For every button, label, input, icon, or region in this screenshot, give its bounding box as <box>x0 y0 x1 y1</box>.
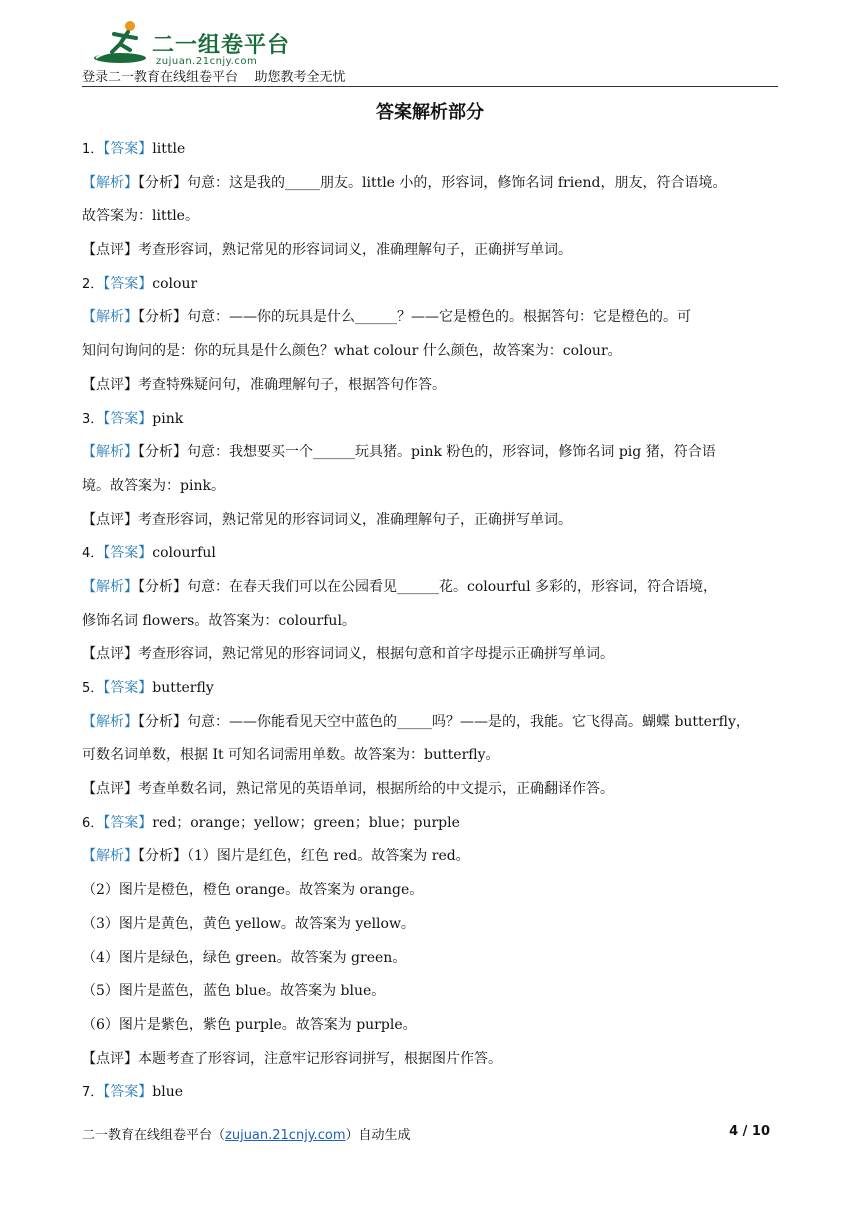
line-text: colourful <box>152 545 216 562</box>
line-text: （5）图片是蓝色，蓝色 blue。故答案为 blue。 <box>82 983 386 1000</box>
line-text: 【分析】句意：在春天我们可以在公园看见______花。colourful 多彩的，形容词，符合语境， <box>138 578 718 595</box>
answer-tag: 【答案】 <box>103 141 153 157</box>
comment-tag: 【点评】 <box>82 1050 138 1067</box>
analysis-line <box>82 170 782 204</box>
answer-tag: 【答案】 <box>103 410 153 427</box>
line-text: little <box>152 141 186 157</box>
line-text: 知问句询问的是：你的玩具是什么颜色？what colour 什么颜色，故答案为：colour。 <box>82 343 622 360</box>
footer-prefix: 二一教育在线组卷平台（ <box>82 1128 226 1143</box>
running-figure-icon <box>90 18 150 64</box>
text-line <box>82 742 782 776</box>
logo-text: 二一组卷平台 <box>152 33 291 58</box>
text-line <box>82 911 782 945</box>
logo-url: zujuan.21cnjy.com <box>156 56 258 67</box>
footer-link[interactable]: zujuan.21cnjy.com <box>225 1128 346 1143</box>
text-line <box>82 608 782 642</box>
answer-line <box>82 540 782 574</box>
line-text: 考查形容词，熟记常见的形容词词义，准确理解句子，正确拼写单词。 <box>138 242 572 259</box>
question-number: 7． <box>82 1085 104 1101</box>
comment-line <box>82 641 782 675</box>
question-number: 3． <box>82 411 104 427</box>
comment-line <box>82 1046 782 1080</box>
comment-tag: 【点评】 <box>82 376 138 393</box>
analysis-line <box>82 843 782 877</box>
comment-line <box>82 507 782 541</box>
comment-tag: 【点评】 <box>82 242 138 259</box>
line-text: 【分析】句意：这是我的_____朋友。little 小的，形容词，修饰名词 friend，朋友，符合语境。 <box>138 174 727 191</box>
comment-tag: 【点评】 <box>82 646 138 663</box>
line-text: 修饰名词 flowers。故答案为：colourful。 <box>82 612 356 629</box>
line-text: 考查形容词，熟记常见的形容词词义，根据句意和首字母提示正确拼写单词。 <box>138 646 614 663</box>
analysis-tag: 【解析】 <box>82 174 138 191</box>
line-text: （2）图片是橙色，橙色 orange。故答案为 orange。 <box>82 882 424 899</box>
line-text: butterfly <box>152 680 214 696</box>
line-text: 【分析】句意：我想要买一个______玩具猪。pink 粉色的，形容词，修饰名词 pig 猪，符合语 <box>138 444 716 461</box>
answer-content <box>82 136 782 1113</box>
question-number: 6． <box>82 815 104 831</box>
line-text: 考查单数名词，熟记常见的英语单词，根据所给的中文提示，正确翻译作答。 <box>138 781 614 798</box>
line-text: 可数名词单数，根据 It 可知名词需用单数。故答案为：butterfly。 <box>82 747 500 764</box>
analysis-line <box>82 574 782 608</box>
text-line <box>82 1012 782 1046</box>
analysis-line <box>82 709 782 743</box>
answer-line <box>82 1079 782 1113</box>
answer-line <box>82 810 782 844</box>
answer-line <box>82 675 782 709</box>
answer-tag: 【答案】 <box>103 814 153 831</box>
answer-tag: 【答案】 <box>103 1084 153 1101</box>
text-line <box>82 473 782 507</box>
comment-line <box>82 372 782 406</box>
analysis-tag: 【解析】 <box>82 713 138 730</box>
line-text: 【分析】句意：——你的玩具是什么______？——它是橙色的。根据答句：它是橙色的。可 <box>138 309 691 326</box>
header-divider <box>82 86 778 87</box>
answer-tag: 【答案】 <box>103 275 153 292</box>
analysis-tag: 【解析】 <box>82 444 138 461</box>
header-slogan: 登录二一教育在线组卷平台 助您教考全无忧 <box>82 70 346 85</box>
analysis-line <box>82 304 782 338</box>
page-number: 4 / 10 <box>729 1124 770 1139</box>
line-text: blue <box>152 1084 184 1101</box>
line-text: 故答案为：little。 <box>82 208 199 225</box>
question-number: 5． <box>82 681 104 696</box>
text-line <box>82 203 782 237</box>
line-text: 考查形容词，熟记常见的形容词词义，准确理解句子，正确拼写单词。 <box>138 511 572 528</box>
line-text: pink <box>152 410 184 427</box>
line-text: 境。故答案为：pink。 <box>82 477 225 494</box>
answer-line <box>82 406 782 440</box>
analysis-tag: 【解析】 <box>82 848 138 865</box>
text-line <box>82 877 782 911</box>
answer-line <box>82 271 782 305</box>
analysis-tag: 【解析】 <box>82 578 138 595</box>
line-text: 【分析】句意：——你能看见天空中蓝色的_____吗？——是的，我能。它飞得高。蝴蝶 butterfly， <box>138 713 750 730</box>
line-text: red；orange；yellow；green；blue；purple <box>152 814 460 831</box>
comment-tag: 【点评】 <box>82 511 138 528</box>
line-text: （3）图片是黄色，黄色 yellow。故答案为 yellow。 <box>82 915 415 932</box>
line-text: 本题考查了形容词，注意牢记形容词拼写，根据图片作答。 <box>138 1050 502 1067</box>
text-line <box>82 945 782 979</box>
page-title: 答案解析部分 <box>376 102 484 123</box>
comment-line <box>82 237 782 271</box>
text-line <box>82 978 782 1012</box>
text-line <box>82 338 782 372</box>
page-header <box>82 14 778 86</box>
analysis-tag: 【解析】 <box>82 309 138 326</box>
line-text: （4）图片是绿色，绿色 green。故答案为 green。 <box>82 949 407 966</box>
line-text: 考查特殊疑问句，准确理解句子，根据答句作答。 <box>138 376 446 393</box>
platform-logo[interactable] <box>90 18 290 66</box>
answer-line <box>82 136 782 170</box>
footer-source <box>82 1124 411 1143</box>
line-text: colour <box>152 275 198 292</box>
question-number: 4． <box>82 546 104 562</box>
line-text: （6）图片是紫色，紫色 purple。故答案为 purple。 <box>82 1016 417 1033</box>
question-number: 2． <box>82 276 104 292</box>
comment-line <box>82 776 782 810</box>
comment-tag: 【点评】 <box>82 781 138 798</box>
question-number: 1． <box>82 142 104 157</box>
answer-tag: 【答案】 <box>103 680 153 696</box>
footer-suffix: ）自动生成 <box>345 1128 411 1143</box>
line-text: 【分析】（1）图片是红色，红色 red。故答案为 red。 <box>138 848 470 865</box>
analysis-line <box>82 439 782 473</box>
answer-tag: 【答案】 <box>103 545 153 562</box>
